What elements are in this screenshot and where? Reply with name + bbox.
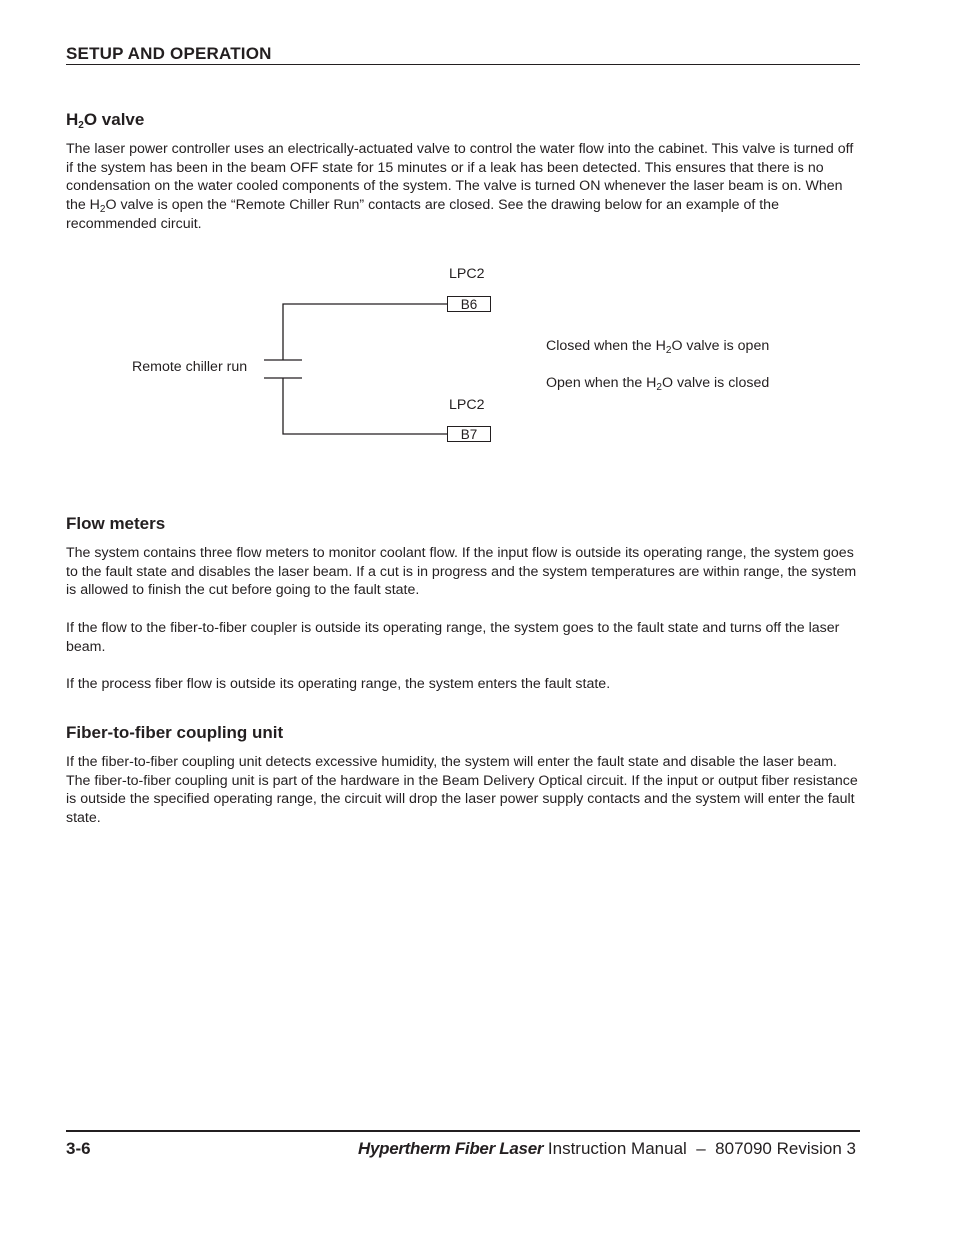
footer-rule [66,1130,860,1132]
flow-meters-paragraph-2: If the flow to the fiber-to-fiber coupler is outside its operating range, the system goes to the fault state and turns off the laser beam. [66,620,840,655]
contact-label: Remote chiller run [132,359,248,375]
product-name: Hypertherm Fiber Laser [357,1139,544,1158]
flow-meters-paragraph-3: If the process fiber flow is outside its operating range, the system enters the fault state. [66,676,611,692]
note-closed: Closed when the $H_2O$ valve is open [546,338,770,356]
bottom-connector-label: LPC2 [449,397,485,413]
note-open: Open when the $H_2O$ valve is closed [546,375,770,393]
terminal-b6: B6 [447,296,491,312]
coupling-unit-paragraph: If the fiber-to-fiber coupling unit detects excessive humidity, the system will enter the fault state and disable the laser beam. The fiber-to-fiber coupling unit is part of the hardware in the Beam Delivery Optical circuit. If the input or output fiber resistance is outside the specified operating range, the circuit will drop the laser power supply contacts and the system will enter the fault state. [66,754,858,827]
top-connector-label: LPC2 [449,266,485,282]
h2o-valve-heading: $H_2O$ valve [66,110,145,131]
doc-title: Instruction Manual – 807090 Revision 3 [543,1139,856,1158]
h2o-valve-paragraph: The laser power controller uses an electrically-actuated valve to control the water flow into the cabinet. This valve is turned off if the system has been in the beam OFF state for 15 minutes or if a leak has been detected. This ensures that there is no condensation on the water cooled components of the system. The valve is turned ON whenever the laser beam is on. When the $H_2O$ valve is open the “Remote Chiller Run” contacts are closed. See the drawing below for an example of the recommended circuit. [66,141,854,232]
footer-title [358,1139,856,1159]
terminal-b7: B7 [447,426,491,442]
flow-meters-paragraph-1: The system contains three flow meters to monitor coolant flow. If the input flow is outside its operating range, the system goes to the fault state and disables the laser beam. If a cut is in progress and the system temperatures are within range, the system is allowed to finish the cut before going to the fault state. [66,545,857,599]
section-header: SETUP AND OPERATION [66,44,272,63]
flow-meters-heading: Flow meters [66,514,166,533]
page-number: 3-6 [66,1139,91,1158]
coupling-unit-heading: Fiber-to-fiber coupling unit [66,723,284,742]
